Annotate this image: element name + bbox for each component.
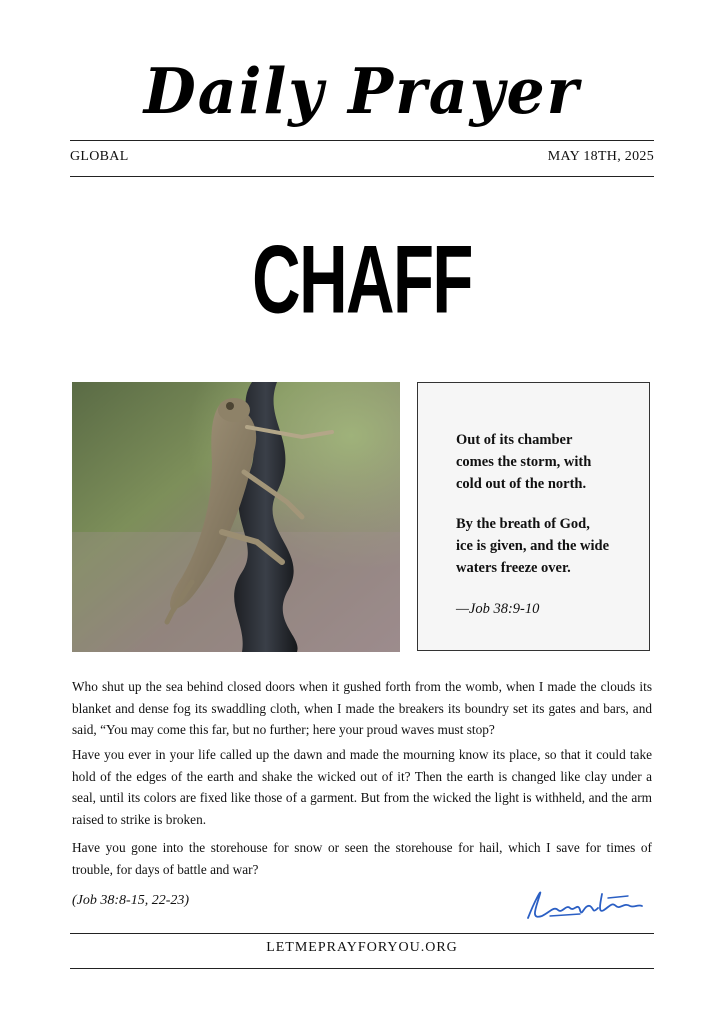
signature <box>520 880 650 930</box>
meta-bottom-rule <box>70 176 654 177</box>
body-paragraph: Who shut up the sea behind closed doors when it gushed forth from the womb, when I made the clouds its blanket and dense fog its swaddling cloth, when I made the breakers its boundry set its gates and bars, and said, “You may come this far, but no further; here your proud waves must stop? <box>72 679 652 737</box>
quote-citation: —Job 38:9-10 <box>456 601 540 617</box>
quote-line: comes the storm, with <box>456 454 592 470</box>
headline: CHAFF <box>252 224 472 334</box>
quote-line: Out of its chamber <box>456 432 573 448</box>
date-label: MAY 18TH, 2025 <box>547 149 654 164</box>
body-paragraph: Have you gone into the storehouse for snow or seen the storehouse for hail, which I save for times of trouble, for days of battle and war? <box>72 840 652 877</box>
footer-bottom-rule <box>70 968 654 969</box>
quote-line: ice is given, and the wide <box>456 538 610 554</box>
region-label: GLOBAL <box>70 149 129 164</box>
grasshopper-photo <box>72 382 400 652</box>
footer-website-link[interactable]: LETMEPRAYFORYOU.ORG <box>266 940 458 955</box>
scripture-reference: (Job 38:8-15, 22-23) <box>72 893 190 908</box>
scripture-quote-box <box>417 382 650 651</box>
top-rule <box>70 140 654 141</box>
body-paragraph: Have you ever in your life called up the dawn and made the mourning know its place, so that it could take hold of the edges of the earth and shake the wicked out of it? Then the earth is changed like clay under a seal, until its colors are fixed like those of a garment. But from the wicked the light is withheld, and the arm raised to strike is broken. <box>72 747 652 827</box>
quote-line: waters freeze over. <box>456 560 571 576</box>
quote-line: By the breath of God, <box>456 516 590 532</box>
masthead-title: Daily Prayer <box>143 55 581 129</box>
quote-line: cold out of the north. <box>456 476 587 492</box>
footer-top-rule <box>70 933 654 934</box>
